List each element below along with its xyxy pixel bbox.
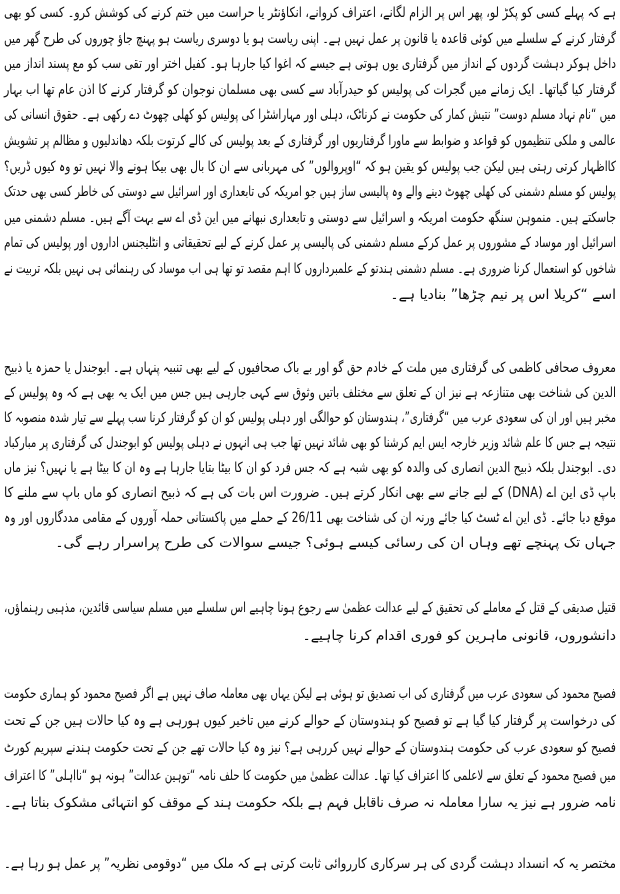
text-line: میں “نام نہاد مسلم دوست” نتیش کمار کی حکومت نے کرناٹک، دہلی اور مہاراشٹرا کی پولیس کو کھلی چھوٹ دے رکھی ہے۔ حقوق انسانی کی bbox=[4, 107, 616, 124]
text-line: نامہ ضرور ہے نیز یہ سارا معاملہ نہ صرف ناقابل فہم ہے بلکہ حکومت ہند کے موقف کو انتہائی مشکوک بناتا ہے۔ bbox=[4, 794, 617, 811]
text-line: قتیل صدیقی کے قتل کے معاملے کی تحقیق کے لیے عدالت عظمیٰ سے رجوع ہونا چاہیے اس سلسلے میں مسلم سیاسی قائدین، مذہبی رہنماؤں، bbox=[3, 600, 616, 616]
text-line: نتیجہ ہے جس کا علم شائد وزیر خارجہ ایس ایم کرشنا کو بھی شائد نہیں تھا جب ہی انہوں نے دہلی پولیس کو ابوجندل کی گرفتاری پر مبارکباد bbox=[4, 435, 617, 451]
text-line: کی درخواست پر گرفتار کیا گیا ہے تو فصیح کو ہندوستان کے حوالے کرنے میں تاخیر کیوں ہورہی ہے وہ کیا حالات ہیں جن کے تحت bbox=[4, 713, 616, 730]
text-line: کااظہار کرتی رہتی ہیں لیکن جب پولیس کو یقین ہو کہ “اوپروالوں” کی مہربانی سے ان کا بال بھی بیکا ہونے والا نہیں تو وہ کیوں ڈریں؟ bbox=[4, 158, 617, 175]
text-line: موقع دیا جائے۔ ڈی این اے ٹسٹ کیا جائے ورنہ ان کی شناخت بھی 26/11 کے حملے میں پاکستانی حملہ آوروں کے مقامی مددگاروں اور وہ bbox=[4, 510, 616, 526]
text-line: مخبر ہیں اور ان کی سعودی عرب میں “گرفتاری”، ہندوستان کو حوالگی اور دہلی پولیس کو ان کو گرفتار کرنا سب پہلے سے تیار شدہ منصوبہ کا bbox=[3, 410, 616, 426]
text-line: معروف صحافی کاظمی کی گرفتاری میں ملت کے خادم حق گو اور بے باک صحافیوں کے لیے بھی تنبیہ پنہاں ہے۔ ابوجندل یا حمزہ یا ذبیح bbox=[3, 360, 616, 376]
paragraph-5 bbox=[4, 851, 616, 877]
text-line: میں فصیح محمود کے تعلق سے لاعلمی کا اعتراف کیا تھا۔ عدالت عظمیٰ میں حکومت کا حلف نامہ “توہین عدالت” ہونہ ہو “نااہلی” کا اعتراف bbox=[3, 767, 616, 784]
text-line: شاخوں کو استعمال کرنا ضروری ہے۔ مسلم دشمنی ہندتو کے علمبرداروں کا اہم مقصد تو تھا ہی اب موساد کی رہنمائی ہی نہیں بلکہ تربیت نے bbox=[4, 260, 617, 277]
text-line: فصیح محمود کی سعودی عرب میں گرفتاری کی اب تصدیق تو ہوئی ہے لیکن یہاں بھی معاملہ صاف نہیں ہے اگر فصیح محمود کو ہماری حکومت bbox=[4, 686, 617, 702]
paragraph-1 bbox=[4, 1, 616, 308]
text-line: اسے “کریلا اس پر نیم چڑھا” بنادیا ہے۔ bbox=[390, 286, 616, 303]
paragraph-4 bbox=[4, 681, 616, 817]
paragraph-2 bbox=[4, 356, 616, 556]
text-line: دی۔ ابوجندل بلکہ ذبیح الدین انصاری کی والدہ کو بھی شبہ ہے کہ جس فرد کو ان کا بیٹا بتایا جارہا ہے وہ ان کا بیٹا ہے یا نہیں؟ نیز ماں bbox=[4, 460, 616, 476]
text-line: جاسکتے ہیں۔ منموہن سنگھ حکومت امریکہ و اسرائیل سے دوستی و تابعداری نبھانے میں این ڈی اے سے بہت آگے ہیں۔ مسلم دشمنی میں bbox=[4, 209, 617, 226]
text-line: گرفتار کیا گیاتھا۔ ایک زمانے میں گجرات کی پولیس کو حیدرآباد سے کسی بھی مسلمان نوجوان کو گرفتار کرنے کا اذن عام تھا اب بہار bbox=[4, 81, 616, 98]
text-line: جہاں تک پہنچے تھے وہاں ان کی رسائی کیسے ہوئی؟ جیسے سوالات کی طرح پراسرار رہے گی۔ bbox=[55, 535, 616, 551]
text-line: داخل ہوکر دہشت گردوں کے انداز میں گرفتاری یوں ہوتی ہے جیسے کہ اغوا کیا جارہا ہو۔ کفیل اختر اور تقی سب کو مع پسند انداز میں bbox=[3, 56, 616, 73]
text-line: باپ ڈی این اے (DNA) کے لیے جانے سے بھی انکار کرتے ہیں۔ ضرورت اس بات کی ہے کہ ذبیح انصاری کو ماں باپ سے ملنے کا bbox=[4, 485, 616, 501]
text-line: ہے کہ پہلے کسی کو پکڑ لو، پھر اس پر الزام لگانے، اعتراف کروانے، انکاؤنٹر یا حراست میں ختم کرنے کی کوشش کرو۔ کسی کو بھی bbox=[4, 5, 617, 21]
text-line: گرفتار کرنے کے سلسلے میں کوئی قاعدہ یا قانون پر عمل نہیں ہے۔ اپنی ریاست ہو یا دوسری ریاست ہو پہنچ جاؤ چوروں کی طرح گھر میں bbox=[4, 30, 617, 47]
text-line: عالمی و ملکی تنظیموں کو قواعد و ضوابط سے ماورا گرفتاریوں اور گرفتاری کے بعد پولیس کی کالے کرتوت بلکہ دھاندلیوں و مظالم پر تشویش bbox=[4, 132, 616, 149]
text-line: پولیس کو مسلم دشمنی کی کھلی چھوٹ دینے والے وہ پالیسی ساز ہیں جو امریکہ کی تابعداری اور اسرائیل سے دوستی کی خاطر کسی بھی حدتک bbox=[4, 184, 616, 201]
text-line: دانشوروں، قانونی ماہرین کو فوری اقدام کرنا چاہیے۔ bbox=[302, 628, 616, 644]
text-line: الدین کی شناخت بھی متنازعہ ہے نیز ان کے تعلق سے مختلف باتیں وثوق سے کہی جارہی ہیں جس میں ایک یہ بھی ہے کہ وہ پولیس کے bbox=[4, 385, 617, 401]
text-line: مختصر یہ کہ انسداد دہشت گردی کی ہر سرکاری کارروائی ثابت کرتی ہے کہ ملک میں “دوقومی نظریہ” پر عمل ہو رہا ہے۔ bbox=[4, 856, 617, 872]
text-line: اسرائیل اور موساد کے مشوروں پر عمل کرکے مسلم دشمنی کی پالیسی پر عمل کرنے کے لیے تحقیقاتی و انٹلیجنس اداروں اور پولیس کی تمام bbox=[4, 235, 617, 252]
paragraph-3 bbox=[4, 594, 616, 650]
text-line: فصیح کو سعودی عرب کی حکومت ہندوستان کے حوالے نہیں کررہی ہے؟ نیز وہ کیا حالات تھے جن کے تحت حکومت ہندنے سپریم کورٹ bbox=[4, 740, 617, 757]
